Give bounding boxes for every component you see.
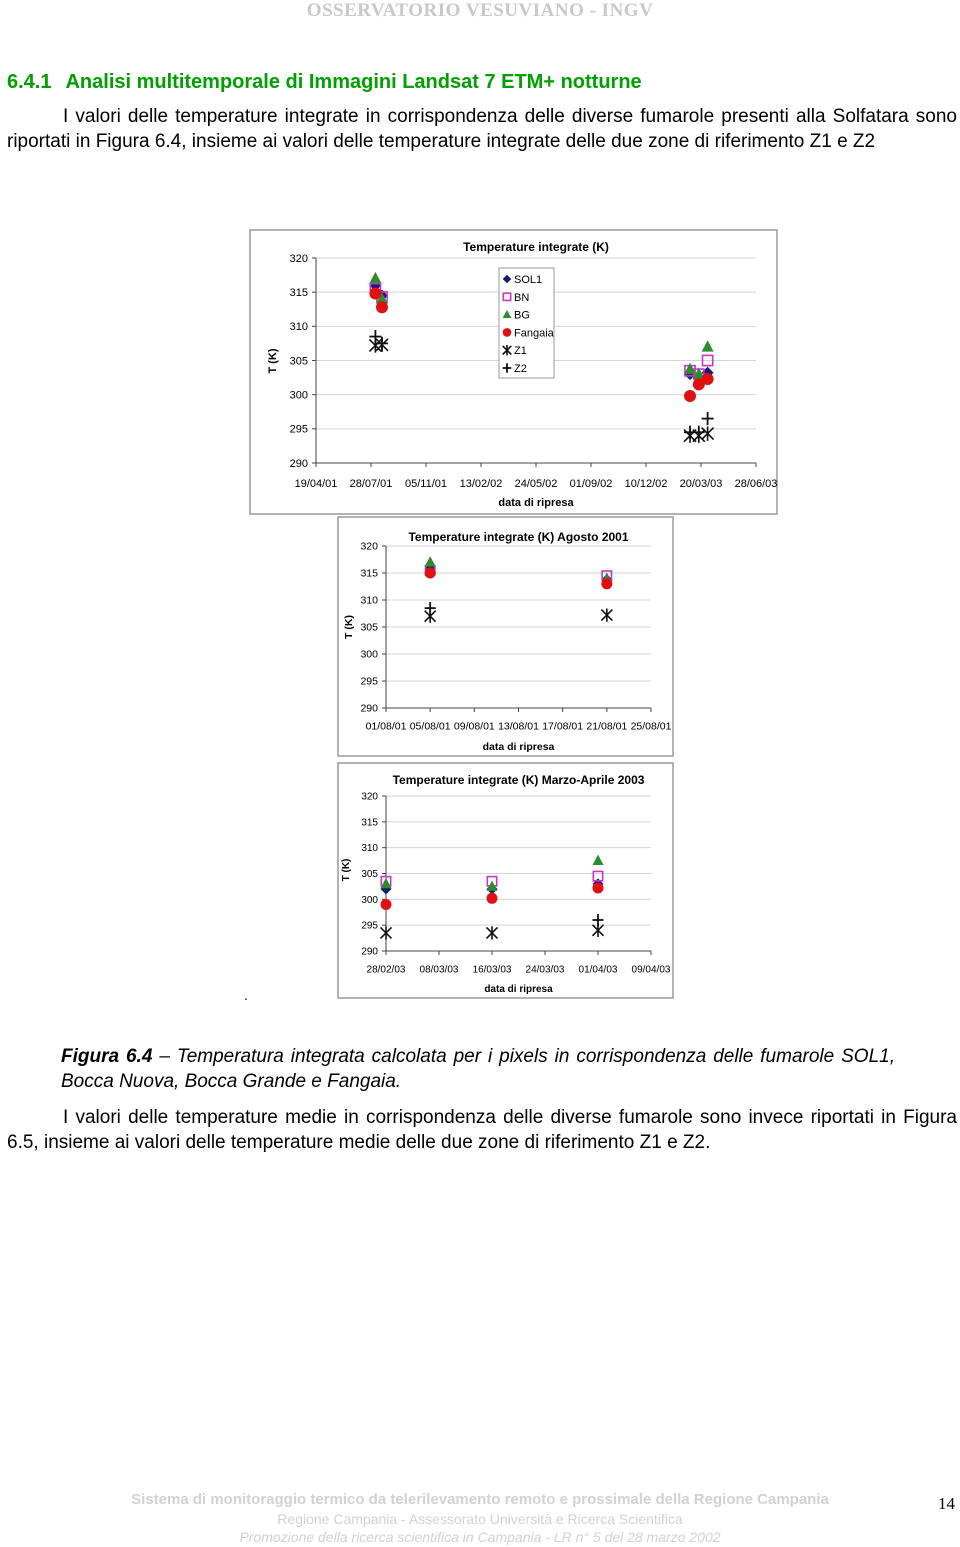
y-tick-label: 320: [361, 791, 378, 803]
legend-label: Fangaia: [514, 327, 554, 340]
x-tick-label: 13/02/02: [459, 477, 503, 490]
legend-label: BG: [514, 309, 530, 322]
x-tick-label: 09/08/01: [453, 720, 495, 733]
x-tick-label: 13/08/01: [498, 720, 539, 733]
y-tick-label: 305: [361, 869, 378, 880]
stray-dot: .: [244, 987, 248, 1003]
x-axis-label: data di ripresa: [482, 741, 555, 753]
y-tick-label: 290: [361, 946, 378, 958]
x-tick-label: 28/06/03: [734, 477, 778, 490]
running-head: OSSERVATORIO VESUVIANO - INGV: [306, 0, 654, 21]
footer-project: Sistema di monitoraggio termico da telerilevamento remoto e prossimale della Regione Campania: [131, 1491, 829, 1508]
x-tick-label: 25/08/01: [630, 720, 672, 733]
section-number: 6.4.1: [7, 71, 52, 93]
figure-caption: [61, 1044, 895, 1094]
section-title: Analisi multitemporale di Immagini Landsat 7 ETM+ notturne: [65, 71, 642, 93]
data-point: [601, 578, 612, 589]
x-tick-label: 17/08/01: [542, 720, 584, 733]
x-tick-label: 16/03/03: [472, 964, 512, 976]
y-tick-label: 310: [289, 321, 308, 334]
y-tick-label: 310: [361, 843, 378, 855]
y-axis-label: T (K): [343, 615, 355, 639]
y-tick-label: 315: [361, 817, 378, 829]
x-tick-label: 01/08/01: [365, 720, 407, 733]
y-axis-label: T (K): [341, 858, 352, 882]
chart-frame: [338, 763, 673, 998]
x-axis-label: data di ripresa: [484, 984, 553, 995]
data-point: [702, 373, 714, 385]
y-tick-label: 315: [360, 567, 378, 580]
x-tick-label: 28/02/03: [366, 964, 406, 976]
legend-label: Z2: [514, 363, 527, 375]
x-tick-label: 24/05/02: [514, 477, 558, 490]
legend-label: BN: [514, 291, 530, 304]
y-tick-label: 300: [289, 389, 308, 402]
chart-3: [338, 763, 673, 998]
caption-label: Figura 6.4: [61, 1046, 153, 1067]
x-tick-label: 09/04/03: [631, 964, 671, 976]
footer-sponsor: Regione Campania - Assessorato Università e Ricerca Scientifica: [277, 1511, 683, 1527]
y-tick-label: 295: [360, 675, 378, 688]
second-paragraph: I valori delle temperature medie in corrispondenza delle diverse fumarole sono invece riportati in Figura 6.5, insieme ai valori delle temperature medie delle due zone di riferimento Z1 e Z2.: [7, 1107, 957, 1153]
data-point: [593, 882, 604, 893]
y-tick-label: 290: [360, 702, 378, 715]
legend-label: SOL1: [514, 274, 543, 286]
x-tick-label: 24/03/03: [525, 964, 565, 976]
data-point: [425, 568, 436, 579]
x-tick-label: 20/03/03: [679, 477, 723, 490]
data-point: [381, 899, 392, 910]
x-tick-label: 19/04/01: [294, 477, 338, 490]
chart-title: Temperature integrate (K) Marzo-Aprile 2003: [392, 773, 645, 787]
x-tick-label: 21/08/01: [586, 720, 628, 733]
legend-marker: [503, 328, 512, 337]
page-number: 14: [938, 1494, 955, 1513]
x-tick-label: 10/12/02: [624, 477, 668, 490]
chart-1: [250, 230, 777, 514]
x-tick-label: 01/09/02: [569, 477, 613, 490]
y-tick-label: 305: [360, 621, 378, 634]
chart-title: Temperature integrate (K): [463, 240, 609, 254]
x-tick-label: 05/11/01: [404, 477, 448, 490]
y-tick-label: 300: [360, 648, 378, 661]
chart-title: Temperature integrate (K) Agosto 2001: [408, 530, 629, 544]
y-tick-label: 315: [289, 287, 308, 300]
data-point: [376, 301, 388, 313]
chart-2: [338, 517, 673, 756]
y-tick-label: 305: [289, 355, 308, 368]
y-tick-label: 320: [289, 252, 308, 265]
footer-law: Promozione della ricerca scientifica in Campania - LR n° 5 del 28 marzo 2002: [239, 1529, 721, 1545]
data-point: [487, 893, 498, 904]
x-tick-label: 05/08/01: [409, 720, 451, 733]
legend-label: Z1: [514, 345, 527, 358]
x-tick-label: 28/07/01: [349, 477, 393, 490]
caption-text: Temperatura integrata calcolata per i pixels in corrispondenza delle fumarole SOL1, Bocca Nuova, Bocca Grande e Fangaia.: [61, 1046, 895, 1092]
x-tick-label: 08/03/03: [419, 964, 459, 976]
intro-paragraph: I valori delle temperature integrate in corrispondenza delle diverse fumarole presenti alla Solfatara sono riportati in Figura 6.4, insieme ai valori delle temperature integrate delle due zone di riferimento Z1 e Z2: [7, 106, 957, 152]
x-tick-label: 01/04/03: [578, 964, 618, 976]
data-point: [684, 390, 696, 402]
y-tick-label: 295: [289, 423, 308, 436]
data-point: [369, 288, 381, 300]
caption-dash: –: [152, 1046, 177, 1067]
y-tick-label: 290: [289, 457, 308, 470]
chart-legend: [499, 268, 555, 378]
y-tick-label: 300: [361, 894, 378, 906]
y-tick-label: 320: [360, 540, 378, 553]
y-tick-label: 295: [361, 920, 378, 932]
x-axis-label: data di ripresa: [498, 497, 574, 509]
y-tick-label: 310: [360, 594, 378, 607]
y-axis-label: T (K): [267, 348, 279, 374]
